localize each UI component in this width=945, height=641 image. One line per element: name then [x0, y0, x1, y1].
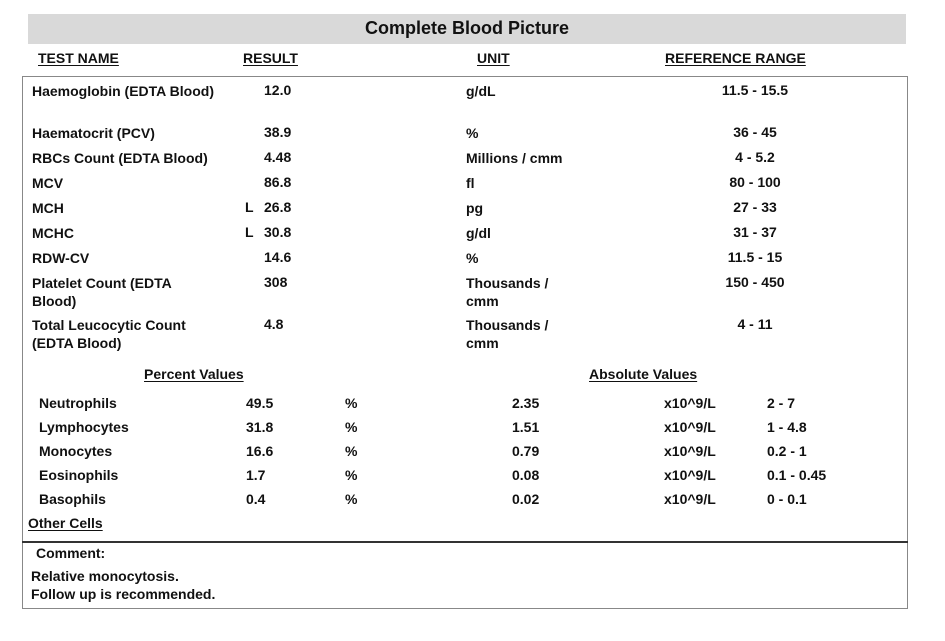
test-name: MCHC	[32, 225, 74, 241]
header-test-name: TEST NAME	[38, 50, 119, 66]
percent-symbol: %	[345, 491, 358, 507]
absolute-values-header: Absolute Values	[589, 366, 698, 382]
test-name: RBCs Count (EDTA Blood)	[32, 150, 208, 166]
test-range: 80 - 100	[729, 174, 781, 190]
cell-percent: 49.5	[246, 395, 274, 411]
cell-percent: 31.8	[246, 419, 274, 435]
header-result: RESULT	[243, 50, 298, 66]
test-range: 4 - 11	[737, 316, 773, 332]
test-result: 308	[264, 274, 288, 290]
cell-name: Basophils	[39, 491, 106, 507]
header-unit: UNIT	[477, 50, 510, 66]
test-unit: %	[466, 250, 479, 266]
test-result: 12.0	[264, 82, 292, 98]
test-unit: Thousands / cmm	[466, 317, 549, 351]
header-reference-range: REFERENCE RANGE	[665, 50, 806, 66]
comment-label: Comment:	[36, 545, 106, 561]
comment-line: Relative monocytosis.	[31, 568, 179, 584]
test-result: 30.8	[264, 224, 292, 240]
test-result: 14.6	[264, 249, 292, 265]
cell-name: Lymphocytes	[39, 419, 129, 435]
cell-range: 0.1 - 0.45	[767, 467, 827, 483]
test-unit: %	[466, 125, 479, 141]
report-title: Complete Blood Picture	[364, 18, 570, 38]
cell-unit: x10^9/L	[664, 443, 716, 459]
cell-percent: 1.7	[246, 467, 266, 483]
test-name: Total Leucocytic Count (EDTA Blood)	[32, 317, 186, 351]
test-range: 27 - 33	[733, 199, 777, 215]
title-bar	[28, 14, 906, 44]
test-result: 38.9	[264, 124, 292, 140]
other-cells-label: Other Cells	[28, 515, 103, 531]
cell-absolute: 2.35	[512, 395, 540, 411]
cell-range: 2 - 7	[767, 395, 796, 411]
test-result: 26.8	[264, 199, 292, 215]
test-unit: g/dl	[466, 225, 491, 241]
cell-unit: x10^9/L	[664, 467, 716, 483]
test-range: 150 - 450	[725, 274, 785, 290]
test-unit: fl	[466, 175, 475, 191]
cell-absolute: 0.02	[512, 491, 540, 507]
cell-absolute: 1.51	[512, 419, 540, 435]
cell-range: 0 - 0.1	[767, 491, 807, 507]
test-name: Platelet Count (EDTA Blood)	[32, 275, 172, 309]
test-result: 4.48	[264, 149, 292, 165]
test-range: 11.5 - 15.5	[721, 82, 789, 98]
test-name: Haemoglobin (EDTA Blood)	[32, 83, 214, 99]
percent-symbol: %	[345, 443, 358, 459]
cell-absolute: 0.08	[512, 467, 540, 483]
test-result: 86.8	[264, 174, 292, 190]
test-name: MCH	[32, 200, 64, 216]
test-flag-low: L	[245, 224, 254, 240]
cell-unit: x10^9/L	[664, 419, 716, 435]
test-name: MCV	[32, 175, 64, 191]
test-name: Haematocrit (PCV)	[32, 125, 155, 141]
test-result: 4.8	[264, 316, 284, 332]
cell-absolute: 0.79	[512, 443, 540, 459]
percent-values-header: Percent Values	[144, 366, 244, 382]
test-range: 36 - 45	[733, 124, 777, 140]
cell-name: Monocytes	[39, 443, 113, 459]
test-unit: Thousands / cmm	[466, 275, 549, 309]
test-range: 4 - 5.2	[735, 149, 775, 165]
cell-unit: x10^9/L	[664, 491, 716, 507]
test-unit: g/dL	[466, 83, 496, 99]
cell-percent: 16.6	[246, 443, 274, 459]
comment-line: Follow up is recommended.	[31, 586, 216, 602]
test-flag-low: L	[245, 199, 254, 215]
comment-divider	[22, 541, 908, 543]
test-unit: pg	[466, 200, 484, 216]
cell-range: 0.2 - 1	[767, 443, 807, 459]
percent-symbol: %	[345, 419, 358, 435]
cell-name: Eosinophils	[39, 467, 119, 483]
percent-symbol: %	[345, 395, 358, 411]
cell-unit: x10^9/L	[664, 395, 716, 411]
test-range: 31 - 37	[733, 224, 777, 240]
test-name: RDW-CV	[32, 250, 90, 266]
cell-range: 1 - 4.8	[767, 419, 807, 435]
cell-percent: 0.4	[246, 491, 266, 507]
test-range: 11.5 - 15	[727, 249, 783, 265]
cell-name: Neutrophils	[39, 395, 117, 411]
percent-symbol: %	[345, 467, 358, 483]
test-unit: Millions / cmm	[466, 150, 563, 166]
